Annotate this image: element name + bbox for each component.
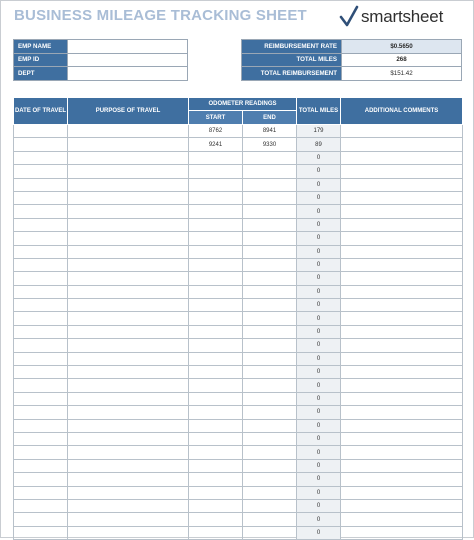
- total-miles-label: TOTAL MILES: [242, 53, 342, 67]
- purpose-cell[interactable]: [68, 419, 189, 432]
- end-cell[interactable]: [243, 178, 297, 191]
- table-row: [14, 473, 463, 486]
- start-cell[interactable]: [189, 151, 243, 164]
- start-cell[interactable]: [189, 312, 243, 325]
- purpose-cell[interactable]: [68, 352, 189, 365]
- total-miles-cell: 0: [297, 178, 341, 191]
- end-cell[interactable]: [243, 499, 297, 512]
- table-row: [14, 513, 463, 526]
- date-cell[interactable]: [14, 178, 68, 191]
- comments-cell[interactable]: [341, 258, 463, 271]
- date-cell[interactable]: [14, 459, 68, 472]
- end-cell[interactable]: [243, 366, 297, 379]
- start-cell[interactable]: [189, 205, 243, 218]
- table-row: [14, 446, 463, 459]
- date-cell[interactable]: [14, 379, 68, 392]
- emp-id-field[interactable]: [68, 53, 188, 67]
- table-row: [14, 138, 463, 151]
- start-cell[interactable]: [189, 513, 243, 526]
- end-cell[interactable]: [243, 339, 297, 352]
- table-row: [14, 406, 463, 419]
- comments-cell[interactable]: [341, 513, 463, 526]
- purpose-cell[interactable]: [68, 138, 189, 151]
- purpose-cell[interactable]: [68, 299, 189, 312]
- emp-id-label: EMP ID: [14, 53, 68, 67]
- rate-label: REIMBURSEMENT RATE: [242, 40, 342, 54]
- comments-cell[interactable]: [341, 446, 463, 459]
- total-miles-cell: 0: [297, 392, 341, 405]
- purpose-cell[interactable]: [68, 486, 189, 499]
- total-miles-cell: 0: [297, 299, 341, 312]
- end-cell[interactable]: [243, 432, 297, 445]
- end-cell[interactable]: [243, 258, 297, 271]
- end-cell[interactable]: [243, 513, 297, 526]
- purpose-cell[interactable]: [68, 258, 189, 271]
- table-row: [14, 232, 463, 245]
- start-cell[interactable]: [189, 165, 243, 178]
- comments-cell[interactable]: [341, 138, 463, 151]
- comments-cell[interactable]: [341, 299, 463, 312]
- date-cell[interactable]: [14, 138, 68, 151]
- start-header: START: [189, 111, 243, 125]
- table-row: [14, 352, 463, 365]
- total-miles-cell: 0: [297, 285, 341, 298]
- start-cell[interactable]: 9241: [189, 138, 243, 151]
- purpose-cell[interactable]: [68, 191, 189, 204]
- end-cell[interactable]: [243, 245, 297, 258]
- table-row: [14, 125, 463, 138]
- emp-name-row: [14, 40, 188, 54]
- end-cell[interactable]: [243, 285, 297, 298]
- log-header-row: [14, 98, 463, 111]
- comments-cell[interactable]: [341, 459, 463, 472]
- comments-cell[interactable]: [341, 125, 463, 138]
- total-miles-row: [242, 53, 462, 67]
- table-row: [14, 178, 463, 191]
- start-cell[interactable]: [189, 232, 243, 245]
- date-cell[interactable]: [14, 245, 68, 258]
- end-cell[interactable]: [243, 406, 297, 419]
- total-miles-cell: 89: [297, 138, 341, 151]
- total-miles-cell: 0: [297, 366, 341, 379]
- comments-cell[interactable]: [341, 165, 463, 178]
- start-cell[interactable]: [189, 473, 243, 486]
- total-miles-cell: 0: [297, 191, 341, 204]
- total-miles-cell: 0: [297, 486, 341, 499]
- comments-cell[interactable]: [341, 232, 463, 245]
- emp-name-field[interactable]: [68, 40, 188, 54]
- date-cell[interactable]: [14, 513, 68, 526]
- date-cell[interactable]: [14, 125, 68, 138]
- date-cell[interactable]: [14, 432, 68, 445]
- total-miles-cell: 0: [297, 352, 341, 365]
- comments-cell[interactable]: [341, 486, 463, 499]
- purpose-cell[interactable]: [68, 406, 189, 419]
- total-miles-cell: 0: [297, 459, 341, 472]
- table-row: [14, 379, 463, 392]
- start-cell[interactable]: [189, 459, 243, 472]
- purpose-cell[interactable]: [68, 446, 189, 459]
- comments-cell[interactable]: [341, 432, 463, 445]
- table-row: [14, 272, 463, 285]
- table-row: [14, 486, 463, 499]
- date-cell[interactable]: [14, 486, 68, 499]
- comments-cell[interactable]: [341, 178, 463, 191]
- end-cell[interactable]: [243, 352, 297, 365]
- comments-cell[interactable]: [341, 245, 463, 258]
- purpose-cell[interactable]: [68, 125, 189, 138]
- purpose-cell[interactable]: [68, 513, 189, 526]
- date-cell[interactable]: [14, 419, 68, 432]
- comments-cell[interactable]: [341, 151, 463, 164]
- date-cell[interactable]: [14, 339, 68, 352]
- rate-value[interactable]: $0.5650: [342, 40, 462, 54]
- end-cell[interactable]: [243, 205, 297, 218]
- start-cell[interactable]: [189, 419, 243, 432]
- comments-cell[interactable]: [341, 406, 463, 419]
- purpose-cell[interactable]: [68, 473, 189, 486]
- end-cell[interactable]: [243, 392, 297, 405]
- total-reimbursement-row: [242, 67, 462, 81]
- total-miles-cell: 0: [297, 379, 341, 392]
- date-cell[interactable]: [14, 151, 68, 164]
- total-miles-cell: 0: [297, 446, 341, 459]
- date-cell[interactable]: [14, 352, 68, 365]
- comments-cell[interactable]: [341, 272, 463, 285]
- date-cell[interactable]: [14, 232, 68, 245]
- date-cell[interactable]: [14, 299, 68, 312]
- start-cell[interactable]: [189, 486, 243, 499]
- total-miles-header: TOTAL MILES: [297, 98, 341, 125]
- date-cell[interactable]: [14, 312, 68, 325]
- end-cell[interactable]: [243, 312, 297, 325]
- purpose-cell[interactable]: [68, 432, 189, 445]
- purpose-cell[interactable]: [68, 272, 189, 285]
- comments-cell[interactable]: [341, 205, 463, 218]
- end-header: END: [243, 111, 297, 125]
- purpose-cell[interactable]: [68, 178, 189, 191]
- table-row: [14, 325, 463, 338]
- date-header: DATE OF TRAVEL: [14, 98, 68, 125]
- end-cell[interactable]: 8941: [243, 125, 297, 138]
- total-miles-cell: 0: [297, 325, 341, 338]
- total-miles-cell: 0: [297, 245, 341, 258]
- total-miles-value: 268: [342, 53, 462, 67]
- start-cell[interactable]: [189, 245, 243, 258]
- table-row: [14, 258, 463, 271]
- start-cell[interactable]: [189, 218, 243, 231]
- dept-label: DEPT: [14, 67, 68, 81]
- date-cell[interactable]: [14, 258, 68, 271]
- end-cell[interactable]: [243, 325, 297, 338]
- start-cell[interactable]: [189, 366, 243, 379]
- end-cell[interactable]: 9330: [243, 138, 297, 151]
- total-miles-cell: 0: [297, 513, 341, 526]
- page-title: BUSINESS MILEAGE TRACKING SHEET: [14, 7, 307, 24]
- start-cell[interactable]: [189, 285, 243, 298]
- comments-cell[interactable]: [341, 191, 463, 204]
- comments-cell[interactable]: [341, 312, 463, 325]
- end-cell[interactable]: [243, 379, 297, 392]
- purpose-cell[interactable]: [68, 218, 189, 231]
- table-row: [14, 218, 463, 231]
- table-row: [14, 285, 463, 298]
- start-cell[interactable]: [189, 299, 243, 312]
- end-cell[interactable]: [243, 191, 297, 204]
- comments-cell[interactable]: [341, 379, 463, 392]
- table-row: [14, 299, 463, 312]
- comments-cell[interactable]: [341, 339, 463, 352]
- comments-cell[interactable]: [341, 285, 463, 298]
- start-cell[interactable]: [189, 178, 243, 191]
- comments-cell[interactable]: [341, 352, 463, 365]
- table-row: [14, 245, 463, 258]
- total-miles-cell: 0: [297, 232, 341, 245]
- total-reimbursement-value: $151.42: [342, 67, 462, 81]
- smartsheet-logo: [339, 3, 443, 31]
- total-miles-cell: 0: [297, 406, 341, 419]
- comments-header: ADDITIONAL COMMENTS: [341, 98, 463, 125]
- purpose-cell[interactable]: [68, 312, 189, 325]
- purpose-cell[interactable]: [68, 151, 189, 164]
- comments-cell[interactable]: [341, 392, 463, 405]
- table-row: [14, 165, 463, 178]
- end-cell[interactable]: [243, 459, 297, 472]
- start-cell[interactable]: [189, 379, 243, 392]
- total-miles-cell: 0: [297, 526, 341, 539]
- table-row: [14, 432, 463, 445]
- total-miles-cell: 0: [297, 419, 341, 432]
- date-cell[interactable]: [14, 218, 68, 231]
- employee-info-table: [13, 39, 188, 81]
- dept-row: [14, 67, 188, 81]
- date-cell[interactable]: [14, 191, 68, 204]
- total-miles-cell: 179: [297, 125, 341, 138]
- table-row: [14, 499, 463, 512]
- purpose-header: PURPOSE OF TRAVEL: [68, 98, 189, 125]
- purpose-cell[interactable]: [68, 165, 189, 178]
- comments-cell[interactable]: [341, 218, 463, 231]
- date-cell[interactable]: [14, 325, 68, 338]
- total-miles-cell: 0: [297, 473, 341, 486]
- total-miles-cell: 0: [297, 312, 341, 325]
- end-cell[interactable]: [243, 473, 297, 486]
- date-cell[interactable]: [14, 446, 68, 459]
- date-cell[interactable]: [14, 272, 68, 285]
- total-miles-cell: 0: [297, 151, 341, 164]
- date-cell[interactable]: [14, 406, 68, 419]
- purpose-cell[interactable]: [68, 459, 189, 472]
- purpose-cell[interactable]: [68, 366, 189, 379]
- total-miles-cell: 0: [297, 218, 341, 231]
- checkmark-icon: [339, 5, 359, 29]
- total-miles-cell: 0: [297, 432, 341, 445]
- table-row: [14, 312, 463, 325]
- dept-field[interactable]: [68, 67, 188, 81]
- end-cell[interactable]: [243, 486, 297, 499]
- total-miles-cell: 0: [297, 165, 341, 178]
- comments-cell[interactable]: [341, 499, 463, 512]
- total-miles-cell: 0: [297, 205, 341, 218]
- purpose-cell[interactable]: [68, 339, 189, 352]
- table-row: [14, 191, 463, 204]
- purpose-cell[interactable]: [68, 285, 189, 298]
- emp-id-row: [14, 53, 188, 67]
- total-miles-cell: 0: [297, 272, 341, 285]
- start-cell[interactable]: [189, 499, 243, 512]
- log-body: [14, 125, 463, 540]
- table-row: [14, 392, 463, 405]
- end-cell[interactable]: [243, 151, 297, 164]
- date-cell[interactable]: [14, 392, 68, 405]
- date-cell[interactable]: [14, 285, 68, 298]
- comments-cell[interactable]: [341, 366, 463, 379]
- start-cell[interactable]: [189, 446, 243, 459]
- emp-name-label: EMP NAME: [14, 40, 68, 54]
- end-cell[interactable]: [243, 218, 297, 231]
- purpose-cell[interactable]: [68, 392, 189, 405]
- total-miles-cell: 0: [297, 499, 341, 512]
- end-cell[interactable]: [243, 299, 297, 312]
- end-cell[interactable]: [243, 446, 297, 459]
- start-cell[interactable]: [189, 392, 243, 405]
- table-row: [14, 205, 463, 218]
- comments-cell[interactable]: [341, 473, 463, 486]
- purpose-cell[interactable]: [68, 325, 189, 338]
- total-miles-cell: 0: [297, 339, 341, 352]
- date-cell[interactable]: [14, 205, 68, 218]
- rate-row: [242, 40, 462, 54]
- table-row: [14, 419, 463, 432]
- mileage-log-table: [13, 97, 463, 540]
- start-cell[interactable]: [189, 258, 243, 271]
- odometer-header: ODOMETER READINGS: [189, 98, 297, 111]
- end-cell[interactable]: [243, 419, 297, 432]
- purpose-cell[interactable]: [68, 379, 189, 392]
- purpose-cell[interactable]: [68, 232, 189, 245]
- date-cell[interactable]: [14, 473, 68, 486]
- comments-cell[interactable]: [341, 419, 463, 432]
- start-cell[interactable]: [189, 432, 243, 445]
- end-cell[interactable]: [243, 165, 297, 178]
- end-cell[interactable]: [243, 272, 297, 285]
- date-cell[interactable]: [14, 366, 68, 379]
- start-cell[interactable]: 8762: [189, 125, 243, 138]
- purpose-cell[interactable]: [68, 205, 189, 218]
- reimbursement-summary-table: [241, 39, 462, 81]
- start-cell[interactable]: [189, 272, 243, 285]
- logo-text: smartsheet: [361, 7, 444, 26]
- table-row: [14, 339, 463, 352]
- total-reimbursement-label: TOTAL REIMBURSEMENT: [242, 67, 342, 81]
- date-cell[interactable]: [14, 499, 68, 512]
- start-cell[interactable]: [189, 352, 243, 365]
- purpose-cell[interactable]: [68, 499, 189, 512]
- end-cell[interactable]: [243, 232, 297, 245]
- total-miles-cell: 0: [297, 258, 341, 271]
- purpose-cell[interactable]: [68, 245, 189, 258]
- start-cell[interactable]: [189, 325, 243, 338]
- table-row: [14, 366, 463, 379]
- start-cell[interactable]: [189, 406, 243, 419]
- table-row: [14, 459, 463, 472]
- start-cell[interactable]: [189, 191, 243, 204]
- comments-cell[interactable]: [341, 325, 463, 338]
- table-row: [14, 151, 463, 164]
- start-cell[interactable]: [189, 339, 243, 352]
- date-cell[interactable]: [14, 165, 68, 178]
